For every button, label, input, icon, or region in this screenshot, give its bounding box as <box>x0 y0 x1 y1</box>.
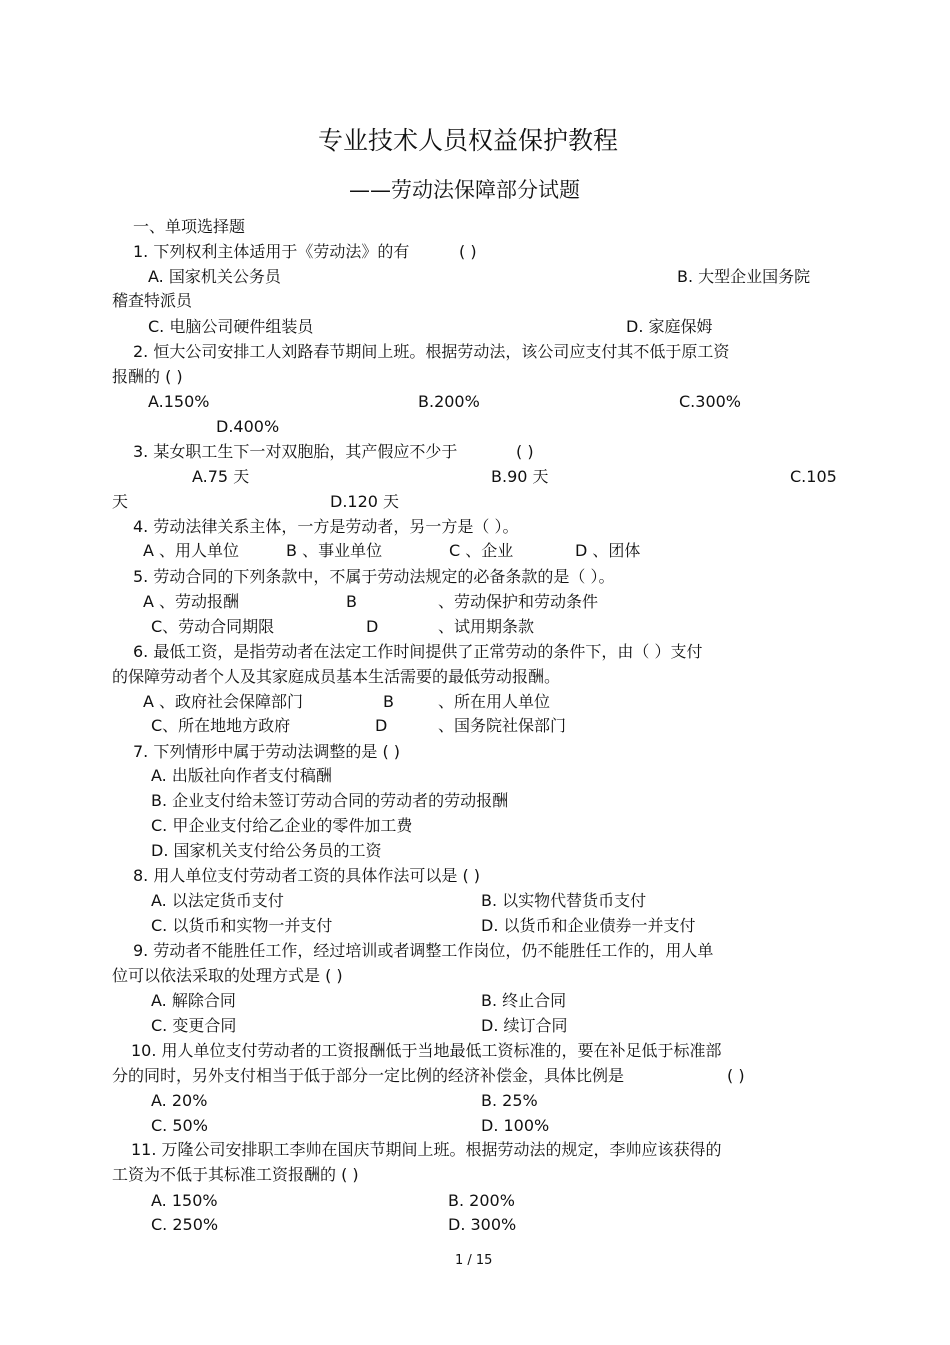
question-10-stem-continued: 分的同时，另外支付相当于低于部分一定比例的经济补偿金，具体比例是 <box>112 1066 625 1085</box>
question-9-stem: 9. 劳动者不能胜任工作，经过培训或者调整工作岗位，仍不能胜任工作的，用人单 <box>133 941 714 960</box>
question-7-option-d: D. 国家机关支付给公务员的工资 <box>151 841 382 860</box>
question-5-option-c: C、劳动合同期限 <box>151 617 275 636</box>
question-10-stem: 10. 用人单位支付劳动者的工资报酬低于当地最低工资标准的，要在补足低于标准部 <box>131 1041 722 1060</box>
question-5-option-d: 、试用期条款 <box>438 617 535 636</box>
question-11-option-b: B. 200% <box>448 1191 515 1210</box>
question-3-option-d: D.120 天 <box>330 492 400 511</box>
question-1-option-b: B. 大型企业国务院 <box>677 267 811 286</box>
question-1-stem: 1. 下列权利主体适用于《劳动法》的有 <box>133 242 410 261</box>
question-1-option-d: D. 家庭保姆 <box>626 317 713 336</box>
page-number: 1 / 15 <box>455 1253 493 1268</box>
question-6-option-c: C、所在地地方政府 <box>151 716 291 735</box>
question-4-option-b: B 、事业单位 <box>286 541 383 560</box>
question-3-option-c: C.105 <box>790 467 837 486</box>
question-2-option-a: A.150% <box>148 392 210 411</box>
question-7-option-a: A. 出版社向作者支付稿酬 <box>151 766 332 785</box>
question-2-option-c: C.300% <box>679 392 741 411</box>
question-4-stem: 4. 劳动法律关系主体，一方是劳动者，另一方是（ ）。 <box>133 517 519 536</box>
question-2-option-d: D.400% <box>216 417 280 436</box>
question-8-option-d: D. 以货币和企业债券一并支付 <box>481 916 696 935</box>
question-9-stem-continued: 位可以依法采取的处理方式是 ( ) <box>112 966 343 985</box>
question-5-option-b-letter: B <box>346 592 357 611</box>
question-1-option-a: A. 国家机关公务员 <box>148 267 281 286</box>
question-9-option-b: B. 终止合同 <box>481 991 567 1010</box>
question-2-option-b: B.200% <box>418 392 480 411</box>
question-3-option-a: A.75 天 <box>192 467 250 486</box>
question-1-answer-blank: ( ) <box>459 242 477 261</box>
question-11-option-d: D. 300% <box>448 1215 517 1234</box>
question-5-option-d-letter: D <box>366 617 379 636</box>
question-11-stem-continued: 工资为不低于其标准工资报酬的 ( ) <box>112 1165 359 1184</box>
question-3-stem: 3. 某女职工生下一对双胞胎，其产假应不少于 <box>133 442 458 461</box>
section-heading: 一、单项选择题 <box>133 217 246 236</box>
question-5-option-a: A 、劳动报酬 <box>143 592 240 611</box>
question-8-option-a: A. 以法定货币支付 <box>151 891 284 910</box>
question-6-option-d: 、国务院社保部门 <box>438 716 567 735</box>
question-8-option-c: C. 以货币和实物一并支付 <box>151 916 333 935</box>
page-title: 专业技术人员权益保护教程 <box>318 126 619 155</box>
question-7-stem: 7. 下列情形中属于劳动法调整的是 ( ) <box>133 742 401 761</box>
question-11-option-a: A. 150% <box>151 1191 218 1210</box>
question-10-option-b: B. 25% <box>481 1091 538 1110</box>
question-1-option-c: C. 电脑公司硬件组装员 <box>148 317 314 336</box>
question-7-option-b: B. 企业支付给未签订劳动合同的劳动者的劳动报酬 <box>151 791 509 810</box>
question-8-stem: 8. 用人单位支付劳动者工资的具体作法可以是 ( ) <box>133 866 481 885</box>
question-6-option-a: A 、政府社会保障部门 <box>143 692 304 711</box>
question-9-option-a: A. 解除合同 <box>151 991 236 1010</box>
question-1-option-b-continued: 稽查特派员 <box>112 291 193 310</box>
question-4-option-d: D 、团体 <box>575 541 641 560</box>
question-3-option-c-continued: 天 <box>112 492 129 511</box>
question-10-option-c: C. 50% <box>151 1116 208 1135</box>
question-9-option-c: C. 变更合同 <box>151 1016 237 1035</box>
question-11-option-c: C. 250% <box>151 1215 219 1234</box>
question-5-stem: 5. 劳动合同的下列条款中，不属于劳动法规定的必备条款的是（ ）。 <box>133 567 615 586</box>
question-10-answer-blank: ( ) <box>727 1066 745 1085</box>
question-11-stem: 11. 万隆公司安排职工李帅在国庆节期间上班。根据劳动法的规定，李帅应该获得的 <box>131 1140 722 1159</box>
question-2-stem: 2. 恒大公司安排工人刘路春节期间上班。根据劳动法，该公司应支付其不低于原工资 <box>133 342 730 361</box>
question-7-option-c: C. 甲企业支付给乙企业的零件加工费 <box>151 816 413 835</box>
question-6-option-b: 、所在用人单位 <box>438 692 551 711</box>
question-4-option-a: A 、用人单位 <box>143 541 240 560</box>
question-4-option-c: C 、企业 <box>449 541 514 560</box>
question-9-option-d: D. 续订合同 <box>481 1016 568 1035</box>
question-6-stem-continued: 的保障劳动者个人及其家庭成员基本生活需要的最低劳动报酬。 <box>112 667 561 686</box>
question-5-option-b: 、劳动保护和劳动条件 <box>438 592 599 611</box>
question-6-option-d-letter: D <box>375 716 388 735</box>
question-8-option-b: B. 以实物代替货币支付 <box>481 891 647 910</box>
question-6-stem: 6. 最低工资，是指劳动者在法定工作时间提供了正常劳动的条件下，由（ ）支付 <box>133 642 703 661</box>
question-10-option-d: D. 100% <box>481 1116 550 1135</box>
question-3-answer-blank: ( ) <box>516 442 534 461</box>
question-3-option-b: B.90 天 <box>491 467 549 486</box>
page-subtitle: ——劳动法保障部分试题 <box>349 178 580 202</box>
question-6-option-b-letter: B <box>383 692 394 711</box>
question-10-option-a: A. 20% <box>151 1091 208 1110</box>
question-2-stem-continued: 报酬的 ( ) <box>112 367 183 386</box>
